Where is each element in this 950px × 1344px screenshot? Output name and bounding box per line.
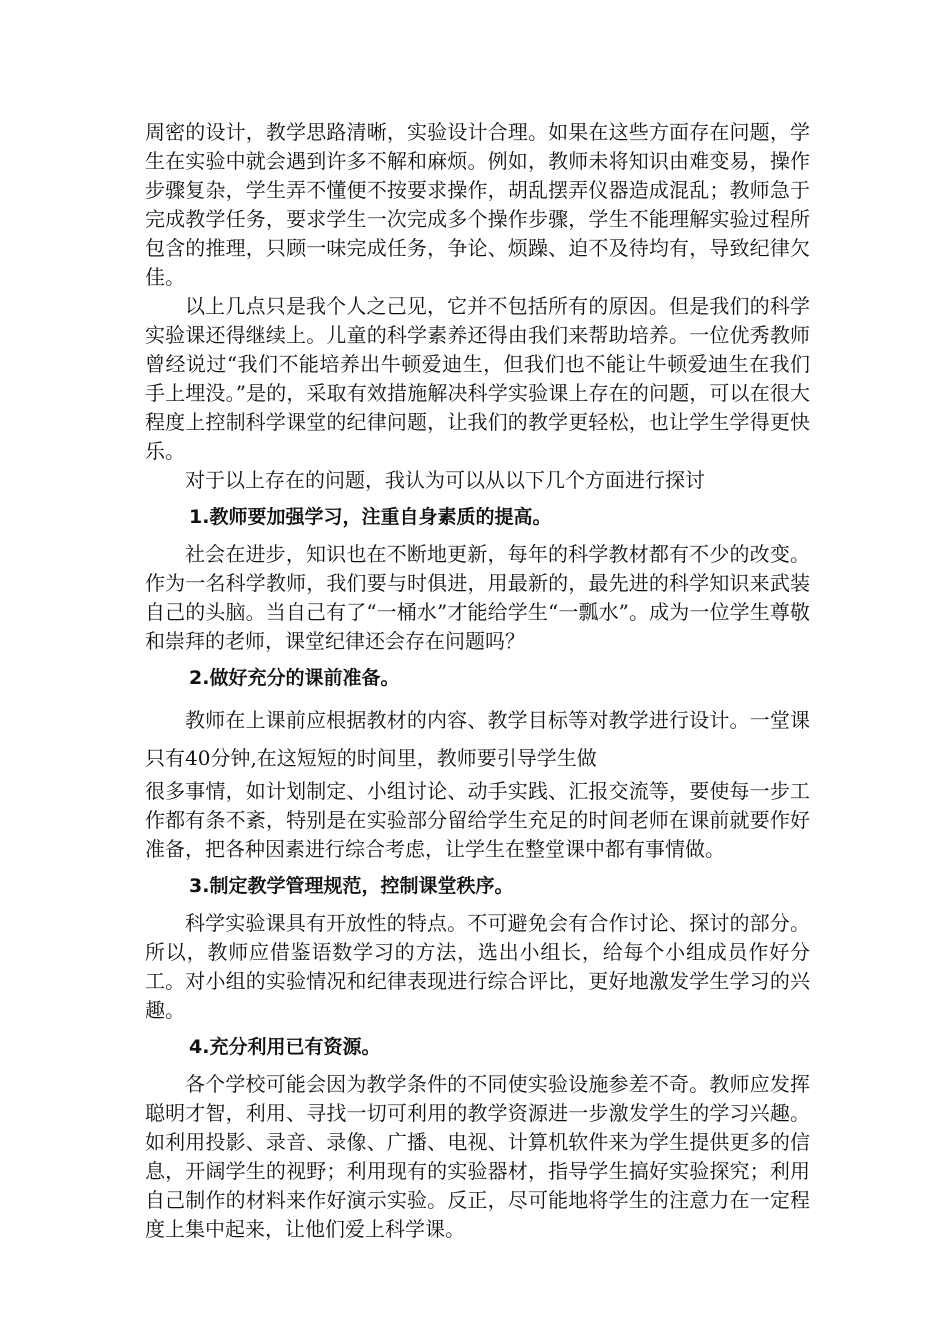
- section-heading-2: 2.做好充分的课前准备。: [189, 667, 400, 689]
- paragraph-section-3: 科学实验课具有开放性的特点。不可避免会有合作讨论、探讨的部分。所以，教师应借鉴语数学习的方法，选出小组长，给每个小组成员作好分工。对小组的实验情况和纪律表现进行综合评比，更好地激发学生学习的兴趣。: [145, 911, 810, 1022]
- paragraph-section-1: 社会在进步，知识也在不断地更新，每年的科学教材都有不少的改变。作为一名科学教师，我们要与时俱进，用最新的，最先进的科学知识来武装自己的头脑。当自己有了“一桶水”才能给学生“一瓢水”。成为一位学生尊敬和崇拜的老师，课堂纪律还会存在问题吗？: [145, 542, 810, 653]
- paragraph-section-4: 各个学校可能会因为教学条件的不同使实验设施参差不奇。教师应发挥聪明才智，利用、寻找一切可利用的教学资源进一步激发学生的学习兴趣。如利用投影、录音、录像、广播、电视、计算机软件来为学生提供更多的信息，开阔学生的视野；利用现有的实验器材，指导学生搞好实验探究；利用自己制作的材料来作好演示实验。反正，尽可能地将学生的注意力在一定程度上集中起来，让他们爱上科学课。: [145, 1072, 810, 1241]
- paragraph-section-2b: 很多事情，如计划制定、小组讨论、动手实践、汇报交流等，要使每一步工作都有条不紊，特别是在实验部分留给学生充足的时间老师在课前就要作好准备，把各种因素进行综合考虑，让学生在整堂课中都有事情做。: [145, 779, 810, 861]
- section-heading-4: 4.充分利用已有资源。: [189, 1036, 381, 1058]
- paragraph-continuation: 周密的设计，教学思路清晰，实验设计合理。如果在这些方面存在问题，学生在实验中就会遇到许多不解和麻烦。例如，教师未将知识由难变易，操作步骤复杂，学生弄不懂便不按要求操作，胡乱摆弄仪器造成混乱；教师急于完成教学任务，要求学生一次完成多个操作步骤，学生不能理解实验过程所包含的推理，只顾一味完成任务，争论、烦躁、迫不及待均有，导致纪律欠佳。: [145, 120, 810, 289]
- paragraph-causes-summary: 以上几点只是我个人之己见，它并不包括所有的原因。但是我们的科学实验课还得继续上。儿童的科学素养还得由我们来帮助培养。一位优秀教师曾经说过“我们不能培养出牛顿爱迪生，但我们也不能让牛顿爱迪生在我们手上埋没。”是的，采取有效措施解决科学实验课上存在的问题，可以在很大程度上控制科学课堂的纪律问题，让我们的教学更轻松，也让学生学得更快乐。: [145, 294, 810, 463]
- document-page: [145, 118, 810, 1244]
- section-heading-1: 1.教师要加强学习，注重自身素质的提高。: [189, 506, 552, 528]
- paragraph-intro-methods: 对于以上存在的问题，我认为可以从以下几个方面进行探讨: [185, 468, 705, 492]
- paragraph-section-2a: 教师在上课前应根据教材的内容、教学目标等对教学进行设计。一堂课只有40分钟,在这短短的时间里，教师要引导学生做: [145, 708, 810, 770]
- section-heading-3: 3.制定教学管理规范，控制课堂秩序。: [189, 875, 514, 897]
